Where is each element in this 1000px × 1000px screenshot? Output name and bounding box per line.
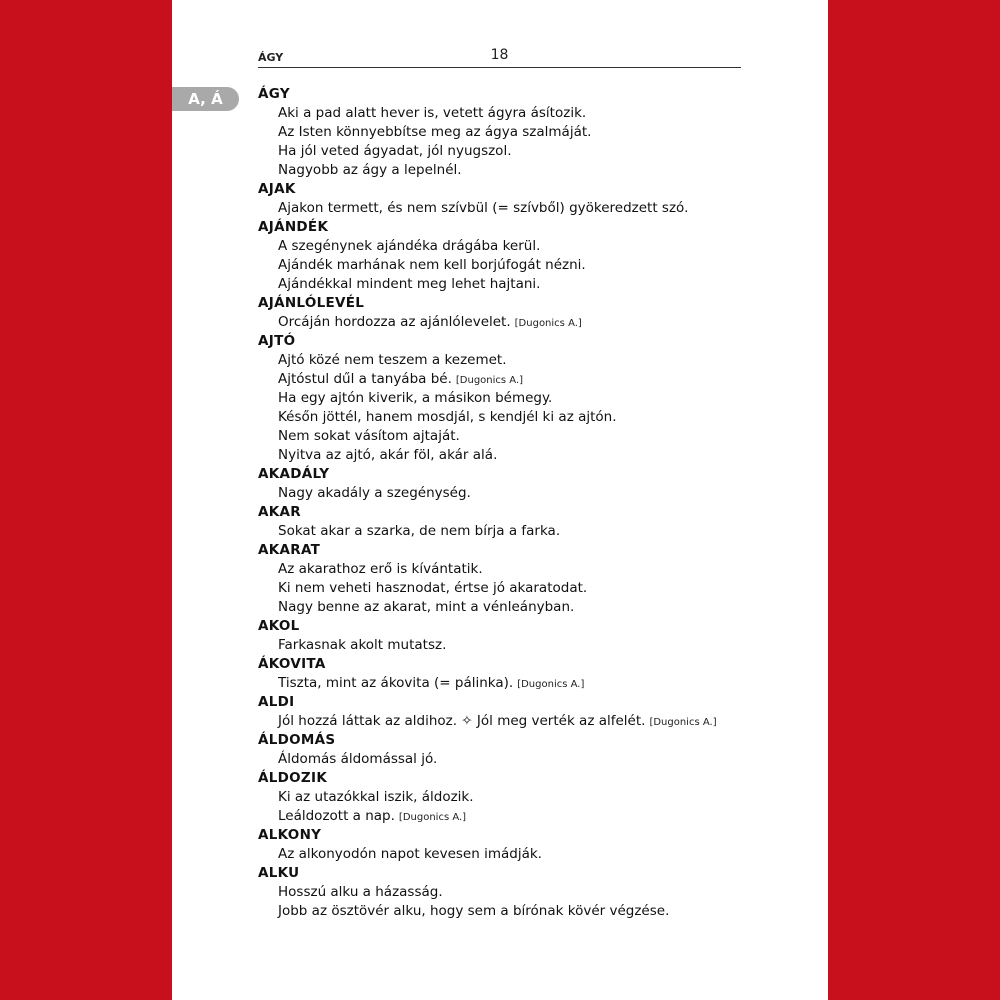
entry-headword: AKARAT (258, 542, 321, 558)
proverb-text: Az Isten könnyebbítse meg az ágya szalmáját. (278, 124, 592, 140)
entry-headword: ÁGY (258, 86, 290, 102)
proverb-text: Jól hozzá láttak az aldihoz. ✧ Jól meg verték az alfelét. (278, 713, 646, 729)
entry-headword: ALKU (258, 865, 300, 881)
proverb-text: Orcáján hordozza az ajánlólevelet. (278, 314, 511, 330)
entry-headword: AJTÓ (258, 333, 296, 349)
proverb-text: Ki az utazókkal iszik, áldozik. (278, 789, 474, 805)
proverb-text: Ha egy ajtón kiverik, a másikon bémegy. (278, 390, 553, 406)
proverb-line (258, 256, 818, 275)
proverb-line (258, 788, 818, 807)
proverb-line (258, 522, 818, 541)
letter-thumb-tab (172, 87, 239, 111)
source-citation: [Dugonics A.] (514, 318, 582, 329)
entry-headword: AJÁNDÉK (258, 219, 329, 235)
proverb-text: Nagy akadály a szegénység. (278, 485, 471, 501)
proverb-text: Ajándék marhának nem kell borjúfogát nézni. (278, 257, 586, 273)
proverb-text: Ajándékkal mindent meg lehet hajtani. (278, 276, 541, 292)
entry-headword: AJAK (258, 181, 296, 197)
proverb-line (258, 807, 818, 826)
proverb-line (258, 161, 818, 180)
source-citation: [Dugonics A.] (398, 812, 467, 823)
proverb-line (258, 237, 818, 256)
proverb-text: Hosszú alku a házasság. (278, 884, 443, 900)
source-citation: [Dugonics A.] (517, 679, 585, 690)
proverb-text: Az akarathoz erő is kívántatik. (278, 561, 483, 577)
proverb-line (258, 902, 818, 921)
proverb-text: Ajtóstul dűl a tanyába bé. (278, 371, 452, 387)
entry-headword: ALKONY (258, 827, 322, 843)
source-citation: [Dugonics A.] (455, 375, 524, 386)
proverb-text: Sokat akar a szarka, de nem bírja a farka. (278, 523, 561, 539)
proverb-text: Áldomás áldomással jó. (278, 751, 438, 767)
proverb-line (258, 712, 818, 731)
proverb-line (258, 275, 818, 294)
entry-headword: AKAR (258, 504, 301, 520)
running-head-word: ÁGY (258, 51, 284, 64)
proverb-text: Későn jöttél, hanem mosdjál, s kendjél ki az ajtón. (278, 409, 617, 425)
proverb-line (258, 313, 818, 332)
proverb-line (258, 674, 818, 693)
proverb-text: Farkasnak akolt mutatsz. (278, 637, 447, 653)
thumb-tab-label: A, Á (188, 90, 223, 108)
proverb-line (258, 123, 818, 142)
proverb-line (258, 199, 818, 218)
proverb-line (258, 104, 818, 123)
proverb-text: Az alkonyodón napot kevesen imádják. (278, 846, 542, 862)
proverb-line (258, 142, 818, 161)
entry-headword: ÁLDOMÁS (258, 732, 336, 748)
proverb-line (258, 370, 818, 389)
proverb-line (258, 750, 818, 769)
running-head (258, 47, 741, 68)
proverb-line (258, 408, 818, 427)
source-citation: [Dugonics A.] (649, 717, 717, 728)
proverb-line (258, 579, 818, 598)
entry-headword: ÁLDOZIK (258, 770, 328, 786)
proverb-line (258, 845, 818, 864)
entry-headword: AKOL (258, 618, 300, 634)
proverb-text: Ki nem veheti hasznodat, értse jó akaratodat. (278, 580, 588, 596)
proverb-text: Nyitva az ajtó, akár föl, akár alá. (278, 447, 498, 463)
proverb-line (258, 636, 818, 655)
proverb-text: Jobb az ösztövér alku, hogy sem a bírónak kövér végzése. (278, 903, 670, 919)
proverb-text: Nagy benne az akarat, mint a vénleányban. (278, 599, 575, 615)
proverb-text: Aki a pad alatt hever is, vetett ágyra ásítozik. (278, 105, 587, 121)
proverb-line (258, 427, 818, 446)
proverb-line (258, 560, 818, 579)
proverb-text: Tiszta, mint az ákovita (= pálinka). (278, 675, 514, 691)
proverb-text: Ajakon termett, és nem szívbül (= szívből) gyökeredzett szó. (278, 200, 689, 216)
proverb-line (258, 484, 818, 503)
proverb-text: A szegénynek ajándéka drágába kerül. (278, 238, 541, 254)
proverb-text: Nem sokat vásítom ajtaját. (278, 428, 460, 444)
proverb-line (258, 883, 818, 902)
proverb-line (258, 351, 818, 370)
proverb-line (258, 389, 818, 408)
entry-headword: AJÁNLÓLEVÉL (258, 295, 365, 311)
page-number: 18 (490, 47, 509, 63)
proverb-line (258, 598, 818, 617)
entries-list (258, 85, 818, 921)
proverb-text: Ajtó közé nem teszem a kezemet. (278, 352, 507, 368)
proverb-text: Leáldozott a nap. (278, 808, 395, 824)
proverb-text: Nagyobb az ágy a lepelnél. (278, 162, 462, 178)
entry-headword: ÁKOVITA (258, 656, 326, 672)
proverb-text: Ha jól veted ágyadat, jól nyugszol. (278, 143, 512, 159)
entry-headword: AKADÁLY (258, 466, 330, 482)
proverb-line (258, 446, 818, 465)
entry-headword: ALDI (258, 694, 295, 710)
